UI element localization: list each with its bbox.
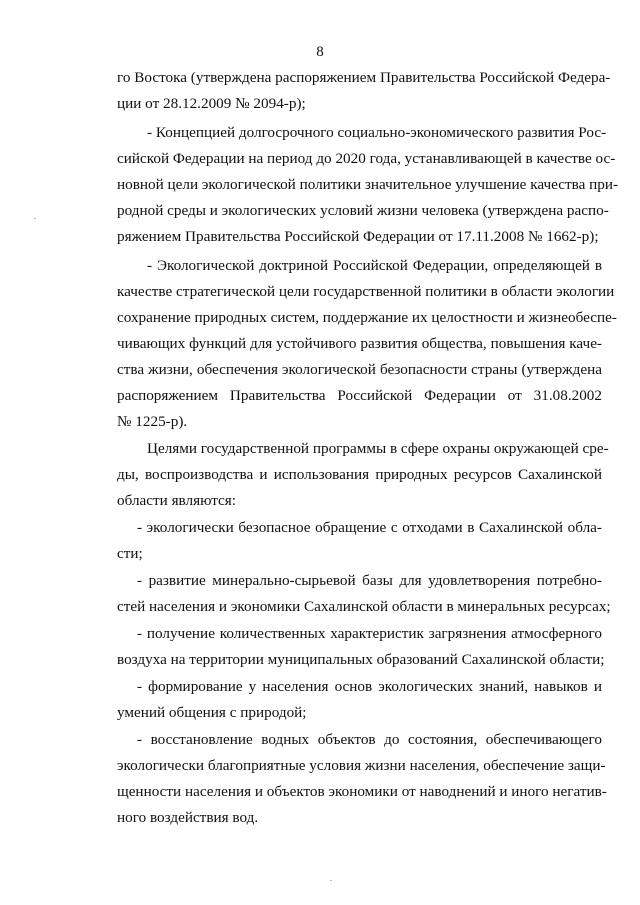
text-line: сийской Федерации на период до 2020 года, устанавливающей в качестве ос- bbox=[117, 150, 616, 167]
text-line: - развитие минерально-сырьевой базы для удовлетворения потребно- bbox=[137, 572, 602, 589]
text-line: воздуха на территории муниципальных образований Сахалинской области; bbox=[117, 651, 605, 668]
text-line: № 1225-р). bbox=[117, 413, 188, 430]
text-line: щенности населения и объектов экономики от наводнений и иного негатив- bbox=[117, 783, 607, 800]
text-line: ды, воспроизводства и использования природных ресурсов Сахалинской bbox=[117, 466, 602, 483]
text-line: родной среды и экологических условий жизни человека (утверждена распо- bbox=[117, 202, 609, 219]
text-line: сти; bbox=[117, 545, 143, 562]
text-line: - Концепцией долгосрочного социально-экономического развития Рос- bbox=[147, 124, 607, 141]
text-line: умений общения с природой; bbox=[117, 704, 307, 721]
text-line: Целями государственной программы в сфере охраны окружающей сре- bbox=[147, 440, 609, 457]
text-line: - формирование у населения основ экологических знаний, навыков и bbox=[137, 678, 602, 695]
text-line: новной цели экологической политики значительное улучшение качества при- bbox=[117, 176, 619, 193]
text-line: - получение количественных характеристик загрязнения атмосферного bbox=[137, 625, 602, 642]
text-line: ряжением Правительства Российской Федерации от 17.11.2008 № 1662-р); bbox=[117, 228, 599, 245]
text-line: - восстановление водных объектов до состояния, обеспечивающего bbox=[137, 731, 602, 748]
scan-speck bbox=[330, 880, 332, 881]
text-line: стей населения и экономики Сахалинской области в минеральных ресурсах; bbox=[117, 598, 611, 615]
text-line: ства жизни, обеспечения экологической безопасности страны (утверждена bbox=[117, 361, 602, 378]
text-line: ного воздействия вод. bbox=[117, 809, 259, 826]
text-line: го Востока (утверждена распоряжением Правительства Российской Федера- bbox=[117, 69, 611, 86]
text-line: - Экологической доктриной Российской Федерации, определяющей в bbox=[147, 257, 602, 274]
text-line: экологически благоприятные условия жизни населения, обеспечение защи- bbox=[117, 757, 606, 774]
text-line: - экологически безопасное обращение с отходами в Сахалинской обла- bbox=[137, 519, 602, 536]
text-line: области являются: bbox=[117, 492, 237, 509]
text-line: ции от 28.12.2009 № 2094-р); bbox=[117, 95, 306, 112]
page-number: 8 bbox=[316, 44, 324, 60]
text-line: сохранение природных систем, поддержание их целостности и жизнеобеспе- bbox=[117, 309, 617, 326]
text-line: качестве стратегической цели государственной политики в области экологии bbox=[117, 283, 615, 300]
scan-speck bbox=[34, 218, 36, 219]
text-line: распоряжением Правительства Российской Федерации от 31.08.2002 bbox=[117, 387, 602, 404]
text-line: чивающих функций для устойчивого развития общества, повышения каче- bbox=[117, 335, 602, 352]
